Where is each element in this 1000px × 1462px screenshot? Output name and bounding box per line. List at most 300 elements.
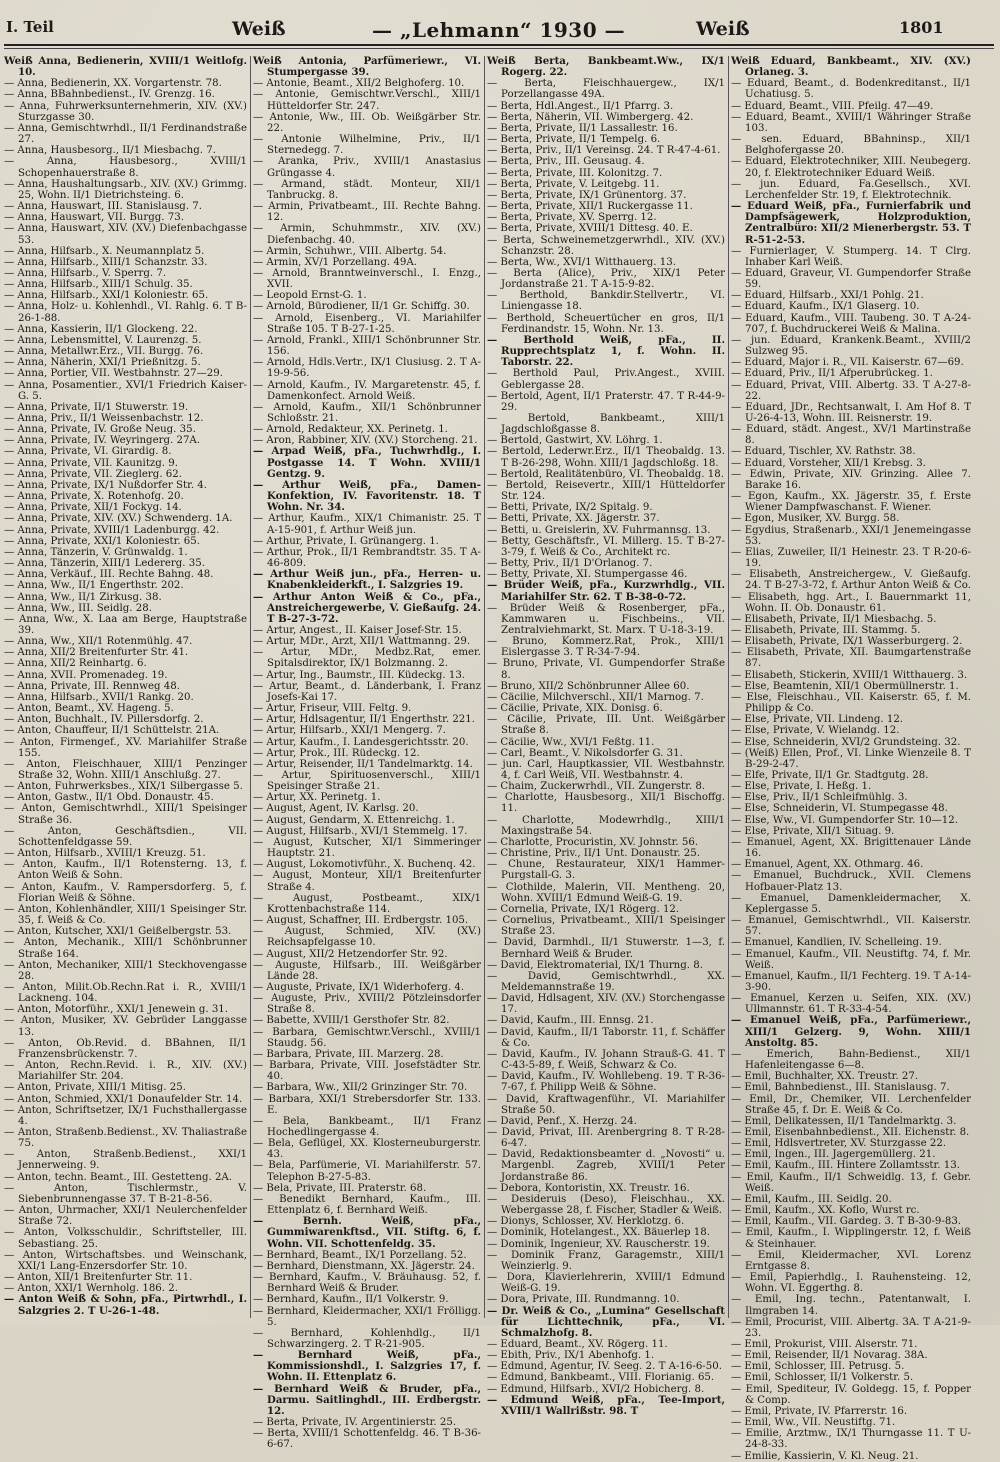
directory-entry: — Anna, Hilfsarb., V. Sperrg. 7.: [4, 267, 167, 279]
directory-entry: — Anna, Private, X. Rotenhofg. 20.: [4, 491, 184, 503]
directory-entry: — David, Elektromaterial, IX/1 Thurng. 8.: [487, 959, 703, 971]
directory-entry: — Anna, Hauswart, VII. Burgg. 73.: [4, 212, 184, 224]
directory-entry: — Anton, Straßenb.Bedienst., XXI/1 Jennerweing. 9.: [4, 1149, 247, 1172]
directory-entry: — Berta, Fleischhauergew., IX/1 Porzellangasse 49A.: [487, 78, 725, 101]
directory-entry: — Antonie, Beamt., XII/2 Belghoferg. 10.: [253, 78, 465, 90]
directory-entry: — Armin, XV/1 Porzellang. 49A.: [253, 256, 417, 268]
directory-entry: — Barbara, Ww., XII/2 Grinzinger Str. 70.: [253, 1082, 468, 1094]
column-4: [731, 55, 972, 1462]
directory-entry: — Bernhard, Kleidermacher, XXI/1 Frölligg. 5.: [253, 1305, 481, 1328]
directory-entry: — Emil, Ww., VII. Neustiftg. 71.: [731, 1417, 896, 1429]
directory-entry: — Eduard, Beamt., d. Bodenkreditanst., II/1 Uchatiusg. 5.: [731, 78, 971, 101]
directory-entry: — Anton, Buchhalt., IV. Pillersdorfg. 2.: [4, 714, 204, 726]
directory-entry: — Emanuel, Kaufm., II/1 Fechterg. 19. T A-14-3-90.: [731, 970, 971, 993]
column-3: [487, 55, 725, 1417]
directory-entry: — Emanuel Weiß, pFa., Parfümeriewr., XIII/1 Gelzerg. 9, Wohn. XIII/1 Anstoltg. 85.: [731, 1014, 971, 1049]
directory-entry: — Anna, Private, XIV. (XV.) Schwenderg. 1A.: [4, 513, 233, 525]
directory-entry: — Anna, Ww., III. Seidlg. 28.: [4, 602, 152, 614]
directory-entry: — Anna, Näherin, XXI/1 Prießnitzg. 5.: [4, 357, 201, 369]
directory-entry: — Bertold, Realitätenbüro, VI. Theobaldg. 18.: [487, 468, 724, 480]
directory-entry: — Charlotte, Procuristin, XV. Johnstr. 56.: [487, 836, 699, 848]
directory-entry: — Anna, Kassierin, II/1 Glockeng. 22.: [4, 323, 198, 335]
directory-entry: — Babette, XVIII/1 Gersthofer Str. 82.: [253, 1015, 450, 1027]
directory-entry: — Dominik, Ingenieur, XV. Rauscherstr. 19.: [487, 1238, 710, 1250]
directory-entry: — Dominik, Hotelangest., XX. Bäuerlep 18.: [487, 1227, 710, 1239]
directory-entry: — Chune, Restaurateur, XIX/1 Hammer-Purgstall-G. 3.: [487, 859, 725, 882]
directory-entry: — Anna, Posamentier., XVI/1 Friedrich Kaiser-G. 5.: [4, 379, 247, 402]
directory-entry: — Eduard, städt. Angest., XV/1 Martinstraße 8.: [731, 424, 971, 447]
directory-entry: — David, Hdlsagent, XIV. (XV.) Storchengasse 17.: [487, 993, 725, 1016]
directory-entry: — Anton, Milit.Ob.Rechn.Rat i. R., XVIII/1 Lackneng. 104.: [4, 981, 247, 1005]
page-header: [0, 0, 1000, 48]
directory-entry: — Brüder Weiß & Rosenberger, pFa., Kammwaren u. Fischbeins., VII. Zentralviehmarkt, St. Marx. T U-18-3-19.: [487, 602, 725, 636]
directory-entry: — Aranka, Priv., XVIII/1 Anastasius Grüngasse 4.: [253, 156, 481, 179]
directory-entry: — Emil, Kaufm., II/1 Schweidlg. 13, f. Gebr. Weiß.: [731, 1171, 971, 1194]
directory-entry: — Arthur, Prok., II/1 Rembrandtstr. 35. T A-46-809.: [253, 546, 481, 570]
directory-entry: — Berthold, Scheuertücher en gros, II/1 Ferdinandstr. 15, Wohn. Nr. 13.: [487, 312, 725, 335]
part-label: I. Teil: [6, 18, 54, 36]
directory-entry: — Else, Private, I. Heßg. 1.: [731, 781, 872, 793]
directory-entry: — Emilie, Arztmw., IX/1 Thurngasse 11. T U-24-8-33.: [731, 1428, 971, 1451]
directory-entry: — Emil, Kaufm., XX. Koflo, Wurst rc.: [731, 1205, 920, 1217]
directory-entry: — Bertold, Bankbeamt., XIII/1 Jagdschloßgasse 8.: [487, 413, 725, 436]
directory-entry: — Anna, Hilfsarb., XVII/1 Rankg. 20.: [4, 691, 194, 703]
directory-entry: — Artur, Angest., II. Kaiser Josef-Str. 15.: [253, 624, 462, 636]
directory-entry: — Emil, Spediteur, IV. Goldegg. 15, f. Popper & Comp.: [731, 1383, 971, 1406]
directory-entry: — Anna, Private, XVIII/1 Ladenburgg. 42.: [4, 524, 220, 536]
directory-entry: — Cäcilie, Milchverschl., XII/1 Marnog. 7.: [487, 691, 704, 703]
directory-entry: — Chaim, Zuckerwrhdl., VII. Zungerstr. 8.: [487, 781, 706, 793]
directory-entry: — Berta, Private, II/1 Lassallestr. 16.: [487, 122, 678, 134]
directory-entry: — Emil, Eisenbahnbedienst., XII. Eichenstr. 8.: [731, 1127, 970, 1138]
directory-entry: — Artur, XX. Perinetg. 1.: [253, 792, 381, 804]
directory-entry: — Artur, MDr., Arzt, XII/1 Wattmanng. 29.: [253, 636, 471, 648]
directory-entry: — Emil, Reisender, II/1 Novarag. 38A.: [731, 1350, 928, 1362]
directory-entry: — Emanuel, Kerzen u. Seifen, XIX. (XV.) Ullmannstr. 61. T R-33-4-54.: [731, 993, 971, 1016]
directory-entry: — August, Monteur, XII/1 Breitenfurter Straße 4.: [253, 870, 481, 893]
directory-entry: — Else, Beamtenin, XII/1 Obermüllnerstr. 1.: [731, 680, 959, 692]
directory-entry: — Anna, Private, XII/1 Fockyg. 14.: [4, 502, 182, 514]
directory-entry: — Dora, Private, III. Rundmanng. 10.: [487, 1294, 680, 1306]
directory-entry: — Anton, Ob.Revid. d. BBahnen, II/1 Franzensbrückenstr. 7.: [4, 1037, 247, 1060]
directory-columns: [0, 55, 1000, 1462]
directory-entry: — Anna, Ww., X. Laa am Berge, Hauptstraße 39.: [4, 613, 247, 636]
directory-entry: — Bernhard Weiß, pFa., Kommissionshdl., I. Salzgries 17, f. Wohn. II. Ettenplatz 6.: [253, 1349, 481, 1384]
directory-entry: — Arthur Anton Weiß & Co., pFa., Anstreichergewerbe, V. Gießaufg. 24. T B-27-3-72.: [253, 590, 481, 625]
directory-entry: — Eduard, Priv., II/1 Afperubrückeg. 1.: [731, 368, 933, 380]
directory-entry: — Anton, Hilfsarb., XVIII/1 Kreuzg. 51.: [4, 848, 206, 860]
directory-entry: — Armin, Schuhwr., VIII. Albertg. 54.: [253, 245, 447, 257]
directory-entry: — Berta, Schweinemetzgerwrhdl., XIV. (XV.) Schanzstr. 28.: [487, 234, 725, 257]
directory-entry: — Charlotte, Modewrhdlg., XIII/1 Maxingstraße 54.: [487, 814, 725, 837]
directory-entry: — Dominik Franz, Garagemstr., XIII/1 Weinzierlg. 9.: [487, 1249, 725, 1272]
directory-entry: — Berta, Private, XII/1 Ruckergasse 11.: [487, 201, 693, 213]
directory-entry: — Emil, Bahnbedienst., III. Stanislausg. 7.: [731, 1082, 950, 1094]
directory-entry: — Debora, Kontoristin, XX. Treustr. 16.: [487, 1182, 690, 1194]
directory-entry: — Anton, Firmengef., XV. Mariahilfer Straße 155.: [4, 736, 247, 759]
directory-entry: — David, Privat, III. Arenbergring 8. T R-28-6-47.: [487, 1127, 725, 1150]
directory-entry: — Anna, Fuhrwerksunternehmerin, XIV. (XV.) Sturzgasse 30.: [4, 100, 247, 123]
directory-entry: — Berta, Private, XVIII/1 Dittesg. 40. E.: [487, 223, 693, 235]
directory-entry: — Bruno, Kommerz.Rat, Prok., XIII/1 Eislergasse 3. T R-34-7-94.: [487, 636, 725, 659]
directory-entry: — Artur, Beamt., d. Länderbank, I. Franz Josefs-Kai 17.: [253, 680, 481, 703]
directory-entry: — Emanuel, Buchdruck., XVII. Clemens Hofbauer-Platz 13.: [731, 870, 971, 893]
directory-entry: — Arnold, Branntweinverschl., I. Enzg., XVII.: [253, 267, 481, 291]
directory-entry: — Bertold, Reisevertr., XIII/1 Hütteldorfer Str. 124.: [487, 479, 725, 503]
directory-entry: — Artur, Prok., III. Rüdeckg. 12.: [253, 747, 420, 759]
directory-entry: — August, Schmied, XIV. (XV.) Reichsapfelgasse 10.: [253, 926, 481, 949]
directory-entry: — Anna, Gemischtwrhdl., II/1 Ferdinandstraße 27.: [4, 122, 247, 146]
directory-entry: — Berta, Näherin, VII. Wimbergerg. 42.: [487, 111, 694, 123]
directory-entry: — Anna, XII/2 Reinhartg. 6.: [4, 658, 147, 670]
directory-entry: — Barbara, XXI/1 Strebersdorfer Str. 133. E.: [253, 1093, 481, 1116]
directory-entry: — Berta, Private, III. Kolonitzg. 7.: [487, 167, 663, 179]
directory-entry: — Berta, Priv., III. Geusaug. 4.: [487, 156, 645, 168]
directory-entry: — Edmund, Bankbeamt., VIII. Florianig. 65.: [487, 1372, 715, 1384]
directory-entry: — Dionys, Schlosser, XV. Herklotzg. 6.: [487, 1216, 685, 1228]
directory-entry: — Bruno, Private, VI. Gumpendorfer Straße 8.: [487, 658, 725, 681]
directory-entry: — Anna, Private, III. Rennweg 48.: [4, 680, 180, 692]
directory-entry: — Bernhard, Kaufm., V. Bräuhausg. 52, f. Bernhard Weiß & Bruder.: [253, 1272, 481, 1295]
directory-entry: — Artur, Spirituosenverschl., XIII/1 Speisinger Straße 21.: [253, 770, 481, 793]
directory-entry: — Artur, MDr., Medbz.Rat, emer. Spitalsdirektor, IX/1 Bolzmanng. 2.: [253, 647, 481, 670]
directory-entry: — Anton, Musiker, XV. Gebrüder Langgasse 13.: [4, 1015, 247, 1038]
directory-entry: — David, Kaufm., II/1 Taborstr. 11, f. Schäffer & Co.: [487, 1026, 725, 1049]
directory-entry: — Dora, Klavierlehrerin, XVIII/1 Edmund Weiß-G. 19.: [487, 1272, 725, 1295]
directory-entry: — jun. Carl, Hauptkassier, VII. Westbahnstr. 4, f. Carl Weiß, VII. Westbahnstr. 4.: [487, 758, 725, 781]
directory-entry: — Eduard, Kaufm., IX/1 Glaserg. 10.: [731, 301, 920, 313]
directory-entry: — Anton, Fuhrwerksbes., XIX/1 Silbergasse 5.: [4, 781, 243, 793]
directory-entry: — Auguste, Priv., XVIII/2 Pötzleinsdorfer Straße 8.: [253, 993, 481, 1016]
directory-entry: — Emil, Kaufm., I. Wipplingerstr. 12, f. Weiß & Steinhauer.: [731, 1227, 971, 1250]
directory-entry: — Desideruis (Deso), Fleischhau., XX. Webergasse 28, f. Fischer, Stadler & Weiß.: [487, 1193, 725, 1217]
directory-entry: — Anton, Chauffeur, II/1 Schüttelstr. 21A.: [4, 725, 220, 737]
directory-entry: — Anna, Tänzerin, V. Grünwaldg. 1.: [4, 546, 188, 558]
directory-entry: — Eduard, Elektrotechniker, XIII. Neubegerg. 20, f. Elektrotechniker Eduard Weiß.: [731, 156, 971, 179]
directory-entry: — Bela, Bankbeamt., II/1 Franz Hochedlingergasse 4.: [253, 1115, 481, 1138]
directory-entry: — Leopold Ernst-G. 1.: [253, 290, 367, 302]
directory-entry: — Bruno, XII/2 Schönbrunner Allee 60.: [487, 680, 690, 692]
directory-entry: — Berthold, Bankdir.Stellvertr., VI. Liniengasse 18.: [487, 290, 725, 313]
directory-entry: — Armand, städt. Monteur, XII/1 Tanbruckg. 8.: [253, 178, 481, 201]
column-2: [253, 55, 481, 1451]
directory-entry: — Bernhard, Dienstmann, XX. Jägerstr. 24.: [253, 1260, 475, 1272]
directory-entry: — Betty, Private, XI. Stumpergasse 46.: [487, 569, 688, 581]
directory-entry: — Anna, Private, XXI/1 Koloniestr. 65.: [4, 535, 201, 547]
directory-entry: — Else, Schneiderin, XVI/2 Grundsteing. 32.: [731, 736, 961, 748]
directory-entry: — Bela, Parfümerie, VI. Mariahilferstr. 57. Telephon B-27-5-83.: [253, 1160, 481, 1183]
directory-entry: — Charlotte, Hausbesorg., XII/1 Bischoffg. 11.: [487, 792, 725, 815]
directory-entry: — Emil, Dr., Chemiker, VII. Lerchenfelder Straße 45, f. Dr. E. Weiß & Co.: [731, 1093, 971, 1116]
directory-entry: — August, Schaffner, III. Erdbergstr. 105.: [253, 915, 469, 927]
directory-entry: — Eduard, Tischler, XV. Rathstr. 38.: [731, 446, 916, 458]
directory-entry: — Arpad Weiß, pFa., Tuchwrhdlg., I. Postgasse 14. T Wohn. XVIII/1 Gentzg. 9.: [253, 445, 481, 480]
directory-entry: — Else, Priv., II/1 Schleifmühlg. 3.: [731, 792, 908, 804]
directory-entry: — August, Postbeamt., XIX/1 Krottenbachstraße 114.: [253, 892, 481, 915]
directory-entry: — Arthur, Kaufm., XIX/1 Chimanistr. 25. T A-15-901, f. Arthur Weiß jun.: [253, 513, 481, 536]
directory-entry: — David, Kaufm., IV. Johann Strauß-G. 41. T C-43-5-89, f. Weiß, Schwarz & Co.: [487, 1048, 725, 1072]
directory-entry: — Anna, Hausbesorg., II/1 Miesbachg. 7.: [4, 145, 216, 157]
directory-entry: — Berta, Private, IX/1 Grünentorg. 37.: [487, 189, 687, 201]
directory-entry: — Anton, Schriftsetzer, IX/1 Fuchsthallergasse 4.: [4, 1104, 247, 1127]
directory-entry: — Eduard, Privat, VIII. Albertg. 33. T A-27-8-22.: [731, 379, 971, 402]
directory-entry: — Berta, Private, IV. Argentinierstr. 25.: [253, 1417, 457, 1429]
directory-entry: — Bela, Private, III. Praterstr. 68.: [253, 1182, 427, 1194]
directory-entry: — Brüder Weiß, pFa., Kurzwrhdlg., VII. Mariahilfer Str. 62. T B-38-0-72.: [487, 579, 725, 603]
directory-entry: — Else, Private, V. Wielandg. 12.: [731, 725, 900, 737]
directory-entry: — (Weiß) Ellen, Prof., VI. Linke Wienzeile 8. T B-29-2-47.: [731, 747, 971, 770]
directory-entry: — Bernhard, Kohlenhdlg., II/1 Schwarzingerg. 2. T R-21-905.: [253, 1327, 481, 1350]
directory-entry: — Arthur Weiß, pFa., Damen-Konfektion, IV. Favoritenstr. 18. T Wohn. Nr. 34.: [253, 478, 481, 514]
directory-entry: — Elisabeth, Private, II/1 Miesbachg. 5.: [731, 613, 937, 625]
directory-entry: — Else, Ww., VI. Gumpendorfer Str. 10—12.: [731, 814, 958, 826]
directory-entry: — Emil, Hdlsvertreter, XV. Sturzgasse 22.: [731, 1138, 947, 1150]
directory-entry: — Bernhard, Beamt., IX/1 Porzellang. 52.: [253, 1249, 467, 1261]
directory-entry: — Eduard, Hilfsarb., XXI/1 Pohlg. 21.: [731, 290, 924, 302]
directory-entry: — Anna, Private, II/1 Stuwerstr. 19.: [4, 401, 189, 413]
directory-entry: — Egon, Kaufm., XX. Jägerstr. 35, f. Erste Wiener Dampfwaschanst. F. Wiener.: [731, 491, 971, 514]
directory-entry: — Betty, Priv., II/1 D'Orlanog. 7.: [487, 558, 653, 570]
directory-entry: — Bertold, Lederwr.Erz., II/1 Theobaldg. 13. T B-26-298, Wohn. XIII/1 Jagdschloßg. 18.: [487, 446, 725, 469]
header-rule: [4, 44, 994, 46]
directory-entry: — Elfe, Private, II/1 Gr. Stadtgutg. 28.: [731, 770, 929, 781]
directory-entry: — Antonie Wilhelmine, Priv., II/1 Sternedegg. 7.: [253, 134, 481, 157]
directory-entry: — Furnierlager, V. Stumperg. 14. T Clrg. Inhaber Karl Weiß.: [731, 245, 971, 268]
directory-entry: — Berthold Weiß, pFa., II. Rupprechtsplatz 1, f. Wohn. II. Taborstr. 22.: [487, 333, 725, 369]
directory-entry: — Anton, Gemischtwrhdl., XIII/1 Speisinger Straße 36.: [4, 803, 247, 826]
directory-entry: — Anton, Straßenb.Bedienst., XV. Thaliastraße 75.: [4, 1127, 247, 1150]
directory-entry: — Artur, Hdlsagentur, II/1 Engerthstr. 221.: [253, 714, 475, 726]
directory-entry: — Anna, Hilfsarb., XXI/1 Koloniestr. 65.: [4, 290, 209, 302]
directory-entry: — Berta, Private, XV. Sperrg. 12.: [487, 212, 657, 224]
directory-entry: — Elias, Zuweiler, II/1 Heinestr. 23. T R-20-6-19.: [731, 546, 971, 570]
directory-entry: — Edmund Weiß, pFa., Tee-Import, XVIII/1 Wallrißstr. 98. T: [487, 1393, 725, 1417]
directory-entry: — Carl, Beamt., V. Nikolsdorfer G. 31.: [487, 747, 683, 759]
directory-entry: — Artur, Ing., Baumstr., III. Küdeckg. 13.: [253, 669, 466, 681]
directory-entry: — Bernhard, Kaufm., II/1 Volkerstr. 9.: [253, 1294, 449, 1306]
directory-entry: — Berta, Private, II/1 Tempelg. 6.: [487, 134, 661, 146]
directory-entry: — Barbara, Private, VIII. Josefstädter Str. 40.: [253, 1060, 481, 1083]
directory-entry: — Anton, Gastw., II/1 Obd. Donaustr. 45.: [4, 792, 214, 804]
directory-entry: — Anton, Beamt., XV. Hageng. 5.: [4, 703, 174, 715]
directory-entry: — Berta, Priv., II/1 Vereinsg. 24. T R-47-4-61.: [487, 145, 721, 157]
directory-entry: — Emil, Kaufm., VII. Gardeg. 3. T B-30-9-83.: [731, 1216, 962, 1228]
directory-entry: — Anna, Hausbesorg., XVIII/1 Schopenhauerstraße 8.: [4, 156, 247, 179]
directory-entry: — David, Kaufm., IV. Wohllebeng. 19. T R-36-7-67, f. Philipp Weiß & Söhne.: [487, 1071, 725, 1094]
directory-entry: — Bertold, Agent, II/1 Praterstr. 47. T R-44-9-29.: [487, 390, 725, 413]
directory-entry: — Emil, Buchhalter, XX. Treustr. 27.: [731, 1071, 919, 1083]
directory-entry: — Arnold, Kaufm., XII/1 Schönbrunner Schloßstr. 21.: [253, 401, 481, 424]
directory-entry: — Anna, Hauswart, XIV. (XV.) Diefenbachgasse 53.: [4, 223, 247, 246]
directory-entry: — Emanuel, Agent, XX. Brigittenauer Lände 16.: [731, 836, 971, 860]
directory-entry: — David, Darmhdl., II/1 Stuwerstr. 1—3, f. Bernhard Weiß & Bruder.: [487, 937, 725, 960]
directory-entry: — Dr. Weiß & Co., „Lumina“ Gesellschaft für Lichttechnik, pFa., VI. Schmalzhofg. 8.: [487, 1304, 725, 1339]
directory-entry: — Eduard, Beamt., VIII. Pfeilg. 47—49.: [731, 100, 934, 112]
directory-entry: — Emil, Private, IV. Pfarrerstr. 16.: [731, 1405, 908, 1417]
directory-entry: — Emanuel, Damenkleidermacher, X. Keplergasse 5.: [731, 892, 971, 915]
directory-entry: — Anna, Metallwr.Erz., VII. Burgg. 76.: [4, 346, 204, 358]
directory-entry: — sen. Eduard, BBahninsp., XII/1 Belghofergasse 20.: [731, 134, 971, 157]
directory-entry: — Artur, Reisender, II/1 Tandelmarktg. 14.: [253, 758, 473, 770]
directory-entry: — Anna, Private, IX/1 Nußdorfer Str. 4.: [4, 479, 208, 491]
directory-entry: — Betti, Private, XX. Jägerstr. 37.: [487, 513, 660, 525]
directory-entry: — Cäcilie, Ww., XVI/1 Feßtg. 11.: [487, 736, 655, 748]
directory-entry: — Clothilde, Malerin, VII. Mentheng. 20, Wohn. XVIII/1 Edmund Weiß-G. 19.: [487, 881, 725, 904]
directory-entry: — Eduard, Kaufm., VIII. Taubeng. 30. T A-24-707, f. Buchdruckerei Weiß & Malina.: [731, 312, 971, 335]
directory-entry: — Eduard, Major i. R., VII. Kaiserstr. 67—69.: [731, 357, 964, 369]
directory-entry: — Benedikt Bernhard, Kaufm., III. Ettenplatz 6, f. Bernhard Weiß.: [253, 1193, 481, 1217]
directory-entry: — Anna, Private, IV. Weyringerg. 27A.: [4, 435, 201, 447]
directory-entry: — Emanuel, Gemischtwrhdl., VII. Kaiserstr. 57.: [731, 915, 971, 938]
directory-entry: — Anton, XXI/1 Wernholg. 186. 2.: [4, 1283, 178, 1295]
directory-entry: — Anton, Tischlermstr., V. Siebenbrunnengasse 37. T B-21-8-56.: [4, 1182, 247, 1205]
directory-entry: Weiß Eduard, Bankbeamt., XIV. (XV.) Orlaneg. 3.: [731, 55, 971, 79]
directory-entry: — Cornelia, Private, IX/1 Rögerg. 12.: [487, 903, 680, 915]
directory-entry: — Anton, Kohlenhändler, XIII/1 Speisinger Str. 35, f. Weiß & Co.: [4, 903, 247, 927]
directory-entry: — Emilie, Kassierin, V. Kl. Neug. 21.: [731, 1450, 919, 1462]
directory-entry: — Betty, Geschäftsfr., VI. Millerg. 15. T B-27-3-79, f. Weiß & Co., Architekt rc.: [487, 535, 725, 558]
header-rule-thin: [4, 48, 994, 49]
directory-entry: — Auguste, Private, IX/1 Widerhoferg. 4.: [253, 981, 465, 993]
directory-entry: — Emil, Ing. techn., Patentanwalt, I. Ilmgraben 14.: [731, 1294, 971, 1317]
directory-entry: — Elisabeth, Private, IX/1 Wasserburgerg. 2.: [731, 636, 963, 648]
directory-entry: — Emil, Kleidermacher, XVI. Lorenz Erntgasse 8.: [731, 1249, 971, 1272]
directory-entry: — August, XII/2 Hetzendorfer Str. 92.: [253, 948, 448, 960]
directory-entry: — Emil, Schlosser, III. Petrusg. 5.: [731, 1361, 905, 1373]
directory-entry: — Anton, Kaufm., II/1 Rotensterng. 13, f. Anton Weiß & Sohn.: [4, 859, 247, 882]
directory-entry: — Armin, Schuhmmstr., XIV. (XV.) Diefenbachg. 40.: [253, 223, 481, 246]
directory-entry: — Betti, u. Greislerin, XV. Fuhrmannsg. 13.: [487, 524, 711, 536]
directory-entry: — Emil, Procurist, VIII. Albertg. 3A. T A-21-9-23.: [731, 1316, 971, 1339]
directory-entry: — Armin, Privatbeamt., III. Rechte Bahng. 12.: [253, 201, 481, 224]
directory-entry: — Anton, Mechanik., XIII/1 Schönbrunner Straße 164.: [4, 937, 247, 960]
directory-entry: — Anton, Kutscher, XXI/1 Geißelbergstr. 53.: [4, 926, 232, 938]
directory-entry: — Elisabeth, Private, XII. Baumgartenstraße 87.: [731, 647, 971, 670]
directory-entry: — Anton, Geschäftsdien., VII. Schottenfeldgasse 59.: [4, 825, 247, 848]
directory-entry: — August, Kutscher, XI/1 Simmeringer Hauptstr. 21.: [253, 836, 481, 860]
directory-entry: — Anton, Schmied, XXI/1 Donaufelder Str. 14.: [4, 1093, 243, 1105]
directory-entry: — Berta (Alice), Priv., XIX/1 Peter Jordanstraße 21. T A-15-9-82.: [487, 267, 725, 291]
directory-entry: — Anna, Haushaltungsarb., XIV. (XV.) Grimmg. 25, Wohn. II/1 Dietrichsteing. 6.: [4, 178, 247, 201]
directory-entry: — Ebith, Priv., IX/1 Abenhofg. 1.: [487, 1350, 655, 1362]
directory-entry: — Egon, Musiker, XV. Burgg. 58.: [731, 513, 900, 525]
directory-entry: — Elisabeth, Stickerin, XVIII/1 Witthauerg. 3.: [731, 669, 968, 681]
directory-entry: — Anton, Private, XIII/1 Mitisg. 25.: [4, 1082, 186, 1094]
directory-entry: — Eduard, Graveur, VI. Gumpendorfer Straße 59.: [731, 267, 971, 291]
directory-entry: — Emanuel, Kandlien, IV. Schelleing. 19.: [731, 937, 942, 949]
directory-entry: — Anton Weiß & Sohn, pFa., Pirtwrhdl., I. Salzgries 2. T U-26-1-48.: [4, 1293, 247, 1317]
directory-entry: — Anna, Priv., II/1 Weissenbachstr. 12.: [4, 413, 204, 424]
directory-entry: — Anna, BBahnbedienst., IV. Grenzg. 16.: [4, 89, 215, 101]
directory-entry: — Auguste, Hilfsarb., III. Weißgärber Lände 28.: [253, 959, 481, 982]
directory-entry: — Emil, Kaufm., III. Hintere Zollamtsstr. 13.: [731, 1160, 960, 1172]
directory-entry: — Barbara, Private, III. Marzerg. 28.: [253, 1048, 444, 1060]
directory-entry: — Bernhard Weiß & Bruder, pFa., Darmu. Saitlinghdl., III. Erdbergstr. 12.: [253, 1382, 481, 1417]
directory-entry: — Eduard Weiß, pFa., Furnierfabrik und Dampfsägewerk, Holzproduktion, Zentralbüro: XII/2 Mienerbergstr. 53. T R-51-2-53.: [731, 200, 971, 246]
directory-entry: — Arnold, Redakteur, XX. Perinetg. 1.: [253, 424, 448, 436]
directory-entry: — Else, Private, XII/1 Situag. 9.: [731, 825, 895, 837]
directory-entry: — Emil, Delikatessen, II/1 Tandelmarktg. 3.: [731, 1115, 957, 1127]
directory-entry: — Arnold, Bürodiener, II/1 Gr. Schiffg. 30.: [253, 301, 470, 313]
directory-entry: — Eduard, JDr., Rechtsanwalt, I. Am Hof 8. T U-26-4-13, Wohn. III. Reisnerstr. 19.: [731, 401, 971, 424]
directory-entry: — Emil, Kaufm., III. Seidlg. 20.: [731, 1193, 892, 1205]
directory-entry: Weiß Anna, Bedienerin, XVIII/1 Weitlofg. 10.: [4, 55, 247, 79]
directory-entry: — Aron, Rabbiner, XIV. (XV.) Storcheng. 21.: [253, 435, 478, 447]
directory-entry: — Anna, Ww., XII/1 Rotenmühlg. 47.: [4, 636, 193, 648]
directory-entry: — Arnold, Frankl., XIII/1 Schönbrunner Str. 156.: [253, 334, 481, 358]
directory-entry: — Bertold, Gastwirt, XV. Löhrg. 1.: [487, 435, 663, 447]
page-number: 1801: [899, 18, 944, 37]
directory-entry: — David, Kaufm., III. Ennsg. 21.: [487, 1015, 654, 1027]
directory-entry: — jun. Eduard, Fa.Gesellsch., XVI. Lerchenfelder Str. 19, f. Elektrotechnik.: [731, 178, 971, 201]
running-head-right: Weiß: [696, 18, 750, 40]
directory-entry: — Antonie, Gemischtwr.Verschl., XIII/1 Hütteldorfer Str. 247.: [253, 89, 481, 112]
directory-entry: — Cäcilie, Private, XIX. Donisg. 6.: [487, 703, 663, 715]
directory-entry: — Barbara, Gemischtwr.Verschl., XVIII/1 Staudg. 56.: [253, 1026, 481, 1049]
directory-entry: — Edwin, Private, XIV. Grinzing. Allee 7. Barake 16.: [731, 468, 971, 491]
directory-entry: — Anna, Tänzerin, XIII/1 Ledererg. 35.: [4, 558, 205, 570]
directory-entry: — Anton, Volksschuldir., Schriftsteller, III. Sebastiang. 25.: [4, 1227, 247, 1250]
directory-entry: — August, Gendarm, X. Ettenreichg. 1.: [253, 814, 455, 826]
directory-entry: — jun. Eduard, Krankenk.Beamt., XVIII/2 Sulzweg 95.: [731, 334, 971, 358]
directory-entry: — Anna, Private, VI. Girardig. 8.: [4, 446, 172, 458]
directory-entry: — David, Gemischtwrhdl., XX. Meldemannstraße 19.: [487, 970, 725, 993]
directory-entry: — Bela, Geflügel, XX. Klosterneuburgerstr. 43.: [253, 1138, 481, 1161]
running-head-left: Weiß: [232, 18, 286, 40]
directory-entry: — Emil, Ingen., III. Jagergemüllerg. 21.: [731, 1149, 936, 1161]
directory-entry: — Anton, Rechn.Revid. i. R., XIV. (XV.) Mariahilfer Str. 204.: [4, 1060, 247, 1083]
directory-entry: — Cäcilie, Private, III. Unt. Weißgärber Straße 8.: [487, 714, 725, 737]
directory-entry: — Egydius, Straßenarb., XXI/1 Jenemeingasse 53.: [731, 524, 971, 547]
directory-entry: — Edmund, Agentur, IV. Seeg. 2. T A-16-6-50.: [487, 1361, 722, 1373]
directory-entry: — Betti, Private, IX/2 Spitalg. 9.: [487, 502, 653, 514]
directory-entry: — Emanuel, Kaufm., VII. Neustiftg. 74, f. Mr. Weiß.: [731, 948, 971, 971]
directory-entry: — August, Agent, IV. Karlsg. 20.: [253, 803, 419, 815]
directory-entry: — Arnold, Kaufm., IV. Margaretenstr. 45, f. Damenkonfect. Arnold Weiß.: [253, 379, 481, 402]
directory-entry: — Anna, Hilfsarb., X. Neumannplatz 5.: [4, 245, 205, 257]
directory-entry: — Emil, Papierhdlg., I. Rauhensteing. 12, Wohn. VI. Eggerthg. 8.: [731, 1272, 971, 1295]
directory-entry: — Anna, XII/2 Breitenfurter Str. 41.: [4, 647, 189, 659]
directory-entry: — Artur, Kaufm., I. Landesgerichtsstr. 20.: [253, 736, 469, 748]
directory-entry: — Berta, XVIII/1 Schottenfeldg. 46. T B-36-6-67.: [253, 1428, 481, 1451]
directory-entry: — Else, Private, VII. Lindeng. 12.: [731, 714, 904, 726]
directory-entry: Weiß Berta, Bankbeamt.Ww., IX/1 Rogerg. 22.: [487, 55, 725, 79]
directory-entry: — Anton, Wirtschaftsbes. und Weinschank, XXI/1 Lang-Enzersdorfer Str. 10.: [4, 1249, 247, 1272]
directory-entry: — Anna, Hauswart, III. Stanislausg. 7.: [4, 201, 203, 213]
directory-entry: — Bernh. Weiß, pFa., Gummiwarenkftsd., VII. Stiftg. 6, f. Wohn. VII. Schottenfeldg. 35.: [253, 1215, 481, 1250]
directory-entry: — Anton, Kaufm., V. Rampersdorferg. 5, f. Florian Weiß & Söhne.: [4, 881, 247, 904]
directory-entry: — Anna, Bedienerin, XX. Vorgartenstr. 78.: [4, 78, 222, 90]
directory-entry: — Emerich, Bahn-Bedienst., XII/1 Hafenleitengasse 6—8.: [731, 1048, 971, 1072]
directory-entry: — Elisabeth, Private, III. Stammg. 5.: [731, 624, 921, 636]
directory-entry: — Anna, Hilfsarb., XIII/1 Schanzstr. 33.: [4, 256, 208, 268]
directory-entry: Weiß Antonia, Parfümeriewr., VI. Stumpergasse 39.: [253, 55, 481, 79]
directory-entry: — Anna, Lebensmittel, V. Laurenzg. 5.: [4, 334, 202, 346]
directory-entry: — Anna, Holz- u. Kohlenhdl., VI. Rahlg. 6. T B-26-1-88.: [4, 301, 247, 324]
directory-entry: — Anna, Ww., II/1 Zirkusg. 38.: [4, 591, 162, 603]
directory-entry: — Arnold, Eisenberg., VI. Mariahilfer Straße 105. T B-27-1-25.: [253, 312, 481, 335]
directory-entry: — Berta, Private, V. Leitgebg. 11.: [487, 178, 660, 190]
directory-entry: — Antonie, Ww., III. Ob. Weißgärber Str. 22.: [253, 111, 481, 134]
directory-entry: — Artur, Hilfsarb., XXI/1 Mengerg. 7.: [253, 725, 446, 737]
directory-entry: — Eduard, Vorsteher, XII/1 Krebsg. 3.: [731, 457, 926, 469]
directory-entry: — Anna, Private, IV. Große Neug. 35.: [4, 424, 196, 436]
directory-entry: — Emil, Schlosser, II/1 Volkerstr. 5.: [731, 1372, 914, 1384]
directory-entry: — Emanuel, Agent, XX. Othmarg. 46.: [731, 859, 924, 871]
directory-entry: — Anton, Uhrmacher, XXI/1 Neulerchenfelder Straße 72.: [4, 1205, 247, 1228]
directory-entry: — Anna, Verkäuf., III. Rechte Bahng. 48.: [4, 569, 214, 581]
directory-entry: — Berta, Hdl.Angest., II/1 Pfarrg. 3.: [487, 100, 674, 112]
